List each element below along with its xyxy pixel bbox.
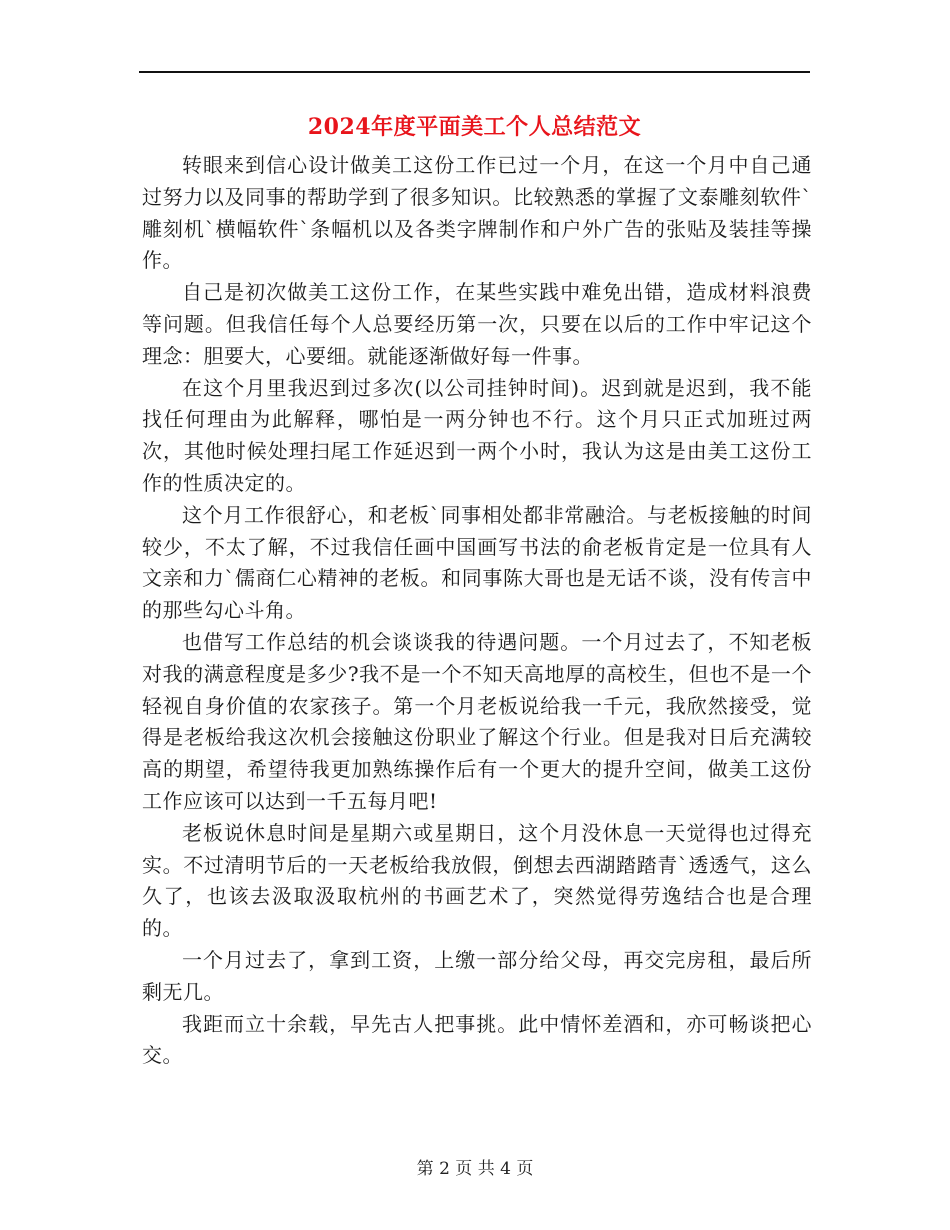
paragraph: 在这个月里我迟到过多次(以公司挂钟时间)。迟到就是迟到，我不能找任何理由为此解释，哪怕是一两分钟也不行。这个月只正式加班过两次，其他时候处理扫尾工作延迟到一两个小时，我认为这是由美工这份工作的性质决定的。	[142, 375, 812, 495]
document-title: 2024年度平面美工个人总结范文	[307, 114, 642, 140]
header-rule	[139, 71, 810, 73]
paragraph: 自己是初次做美工这份工作，在某些实践中难免出错，造成材料浪费等问题。但我信任每个人总要经历第一次，只要在以后的工作中牢记这个理念：胆要大，心要细。就能逐渐做好每一件事。	[142, 280, 812, 368]
page-footer	[0, 1154, 950, 1179]
paragraph: 也借写工作总结的机会谈谈我的待遇问题。一个月过去了，不知老板对我的满意程度是多少?我不是一个不知天高地厚的高校生，但也不是一个轻视自身价值的农家孩子。第一个月老板说给我一千元，我欣然接受，觉得是老板给我这次机会接触这份职业了解这个行业。但是我对日后充满较高的期望，希望待我更加熟练操作后有一个更大的提升空间，做美工这份工作应该可以达到一千五每月吧!	[142, 629, 812, 813]
paragraph: 我距而立十余载，早先古人把事挑。此中情怀差酒和，亦可畅谈把心交。	[142, 1011, 812, 1068]
page-number-label: 第 2 页 共 4 页	[416, 1159, 534, 1179]
paragraph: 转眼来到信心设计做美工这份工作已过一个月，在这一个月中自己通过努力以及同事的帮助学到了很多知识。比较熟悉的掌握了文泰雕刻软件`雕刻机`横幅软件`条幅机以及各类字牌制作和户外广告的张贴及装挂等操作。	[142, 153, 812, 273]
paragraph: 这个月工作很舒心，和老板`同事相处都非常融洽。与老板接触的时间较少，不太了解，不过我信任画中国画写书法的俞老板肯定是一位具有人文亲和力`儒商仁心精神的老板。和同事陈大哥也是无话不谈，没有传言中的那些勾心斗角。	[142, 502, 812, 623]
paragraph: 老板说休息时间是星期六或星期日，这个月没休息一天觉得也过得充实。不过清明节后的一天老板给我放假，倒想去西湖踏踏青`透透气，这么久了，也该去汲取汲取杭州的书画艺术了，突然觉得劳逸结合也是合理的。	[142, 820, 812, 941]
paragraph: 一个月过去了，拿到工资，上缴一部分给父母，再交完房租，最后所剩无几。	[142, 947, 812, 1004]
document-body	[142, 150, 812, 1072]
